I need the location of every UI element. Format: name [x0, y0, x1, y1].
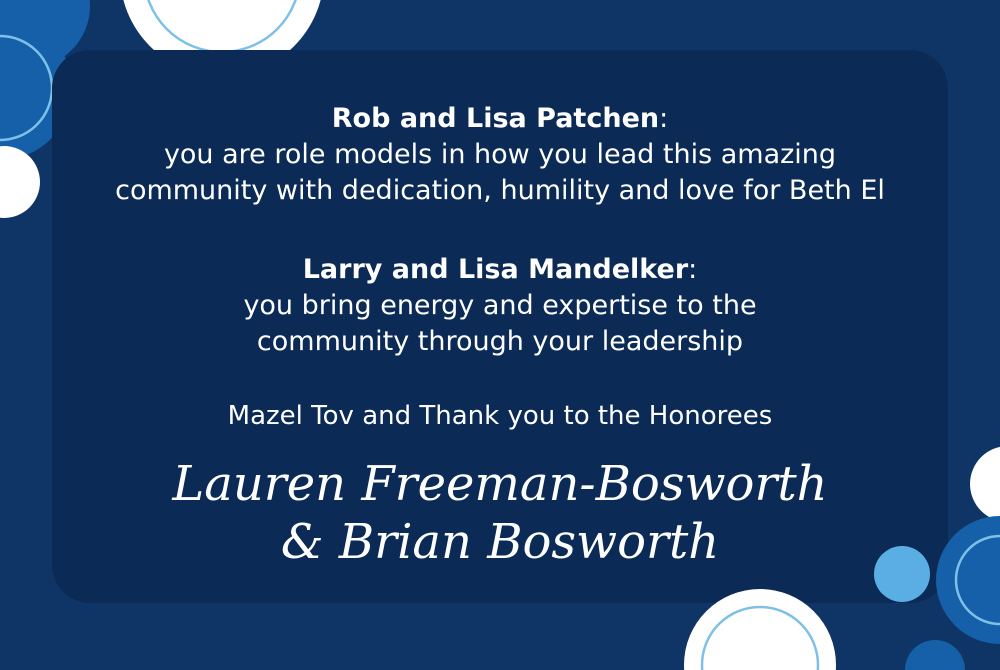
circle-left-white — [0, 146, 40, 218]
signature-block — [52, 455, 948, 571]
honorees-2-colon: : — [688, 254, 698, 285]
honorees-2-line-1: you bring energy and expertise to the — [243, 290, 757, 321]
honorees-1-line-2: community with dedication, humility and love for Beth El — [115, 175, 885, 206]
signature-line-1: Lauren Freeman-Bosworth — [172, 456, 828, 512]
honorees-1-heading — [52, 101, 948, 137]
thanks-text: Mazel Tov and Thank you to the Honorees — [227, 401, 773, 431]
honorees-2-names: Larry and Lisa Mandelker — [302, 254, 689, 285]
honorees-2-line-2: community through your leadership — [256, 326, 744, 357]
thanks-block — [52, 398, 948, 434]
circle-right-white — [970, 446, 1000, 522]
honorees-1-block — [52, 101, 948, 209]
honorees-1-names: Rob and Lisa Patchen — [331, 103, 660, 134]
circle-bottom-right-dark — [905, 640, 965, 670]
honorees-2-block — [52, 252, 948, 360]
honorees-1-colon: : — [659, 103, 669, 134]
signature-line-2: & Brian Bosworth — [280, 514, 720, 570]
honorees-2-heading — [52, 252, 948, 288]
honorees-1-line-1: you are role models in how you lead this amazing — [163, 139, 837, 170]
